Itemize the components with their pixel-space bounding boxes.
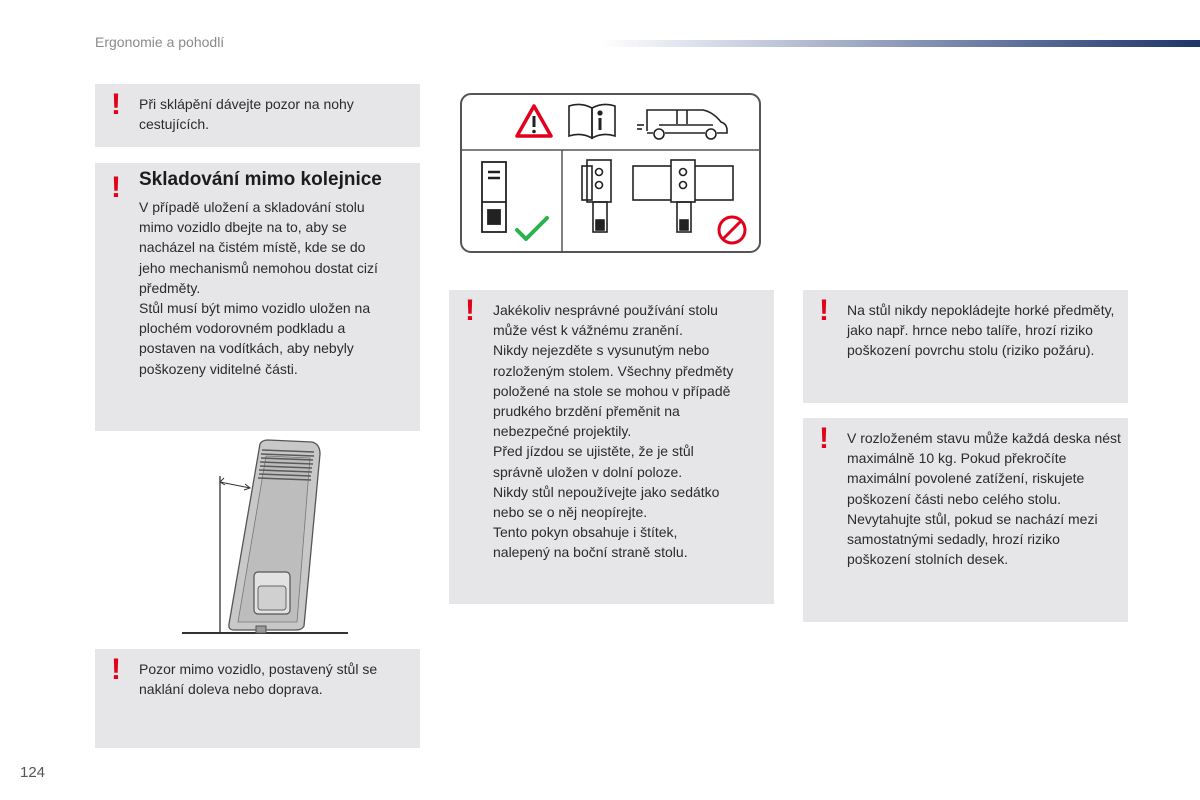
note-feet bbox=[95, 84, 420, 147]
note-misuse-paragraph: Nikdy nejezděte s vysunutým nebo rozloženým stolem. Všechny předměty položené na stole se mohou v případě prudkého brzdění přeměnit na nebezpečné projektily. bbox=[493, 342, 734, 440]
warning-exclamation-icon: ! bbox=[465, 294, 475, 327]
safety-label-illustration bbox=[459, 92, 762, 254]
note-load-paragraph: V rozloženém stavu může každá deska nést maximálně 10 kg. Pokud překročíte maximální povolené zatížení, riskujete poškození části nebo celého stolu. bbox=[847, 430, 1121, 507]
note-load bbox=[803, 418, 1128, 622]
note-misuse-text bbox=[493, 300, 738, 563]
page-header-title: Ergonomie a pohodlí bbox=[95, 34, 225, 50]
note-hot-items bbox=[803, 290, 1128, 403]
note-misuse-paragraph: Před jízdou se ujistěte, že je stůl správně uložen v dolní poloze. bbox=[493, 443, 694, 480]
note-storage bbox=[95, 163, 420, 431]
warning-exclamation-icon: ! bbox=[819, 422, 829, 455]
note-hot-items-text: Na stůl nikdy nepokládejte horké předměty, jako např. hrnce nebo talíře, hrozí riziko poškození povrchu stolu (riziko požáru). bbox=[847, 302, 1115, 359]
warning-exclamation-icon: ! bbox=[111, 88, 121, 121]
note-tilt-text: Pozor mimo vozidlo, postavený stůl se naklání doleva nebo doprava. bbox=[139, 661, 378, 698]
note-misuse-paragraph: Tento pokyn obsahuje i štítek, nalepený na boční straně stolu. bbox=[493, 524, 688, 561]
note-load-paragraph: Nevytahujte stůl, pokud se nachází mezi samostatnými sedadly, hrozí riziko poškození stolních desek. bbox=[847, 510, 1098, 568]
page-number: 124 bbox=[20, 764, 46, 781]
note-tilt bbox=[95, 649, 420, 748]
note-storage-heading: Skladování mimo kolejnice bbox=[139, 169, 382, 190]
warning-exclamation-icon: ! bbox=[111, 653, 121, 686]
note-storage-text bbox=[139, 197, 384, 379]
note-storage-paragraph: Stůl musí být mimo vozidlo uložen na plochém vodorovném podkladu a postaven na vodítkách, aby nebyly poškozeny viditelné části. bbox=[139, 300, 371, 377]
header-gradient-bar bbox=[600, 40, 1200, 47]
note-storage-paragraph: V případě uložení a skladování stolu mimo vozidlo dbejte na to, aby se nacházel na čistém místě, kde se do jeho mechanismů nemohou dostat cizí předměty. bbox=[139, 199, 378, 296]
warning-exclamation-icon: ! bbox=[819, 294, 829, 327]
note-misuse-paragraph: Jakékoliv nesprávné používání stolu může vést k vážnému zranění. bbox=[493, 302, 718, 339]
note-load-text bbox=[847, 428, 1122, 569]
warning-exclamation-icon: ! bbox=[111, 171, 121, 204]
note-misuse-paragraph: Nikdy stůl nepoužívejte jako sedátko nebo se o něj neopírejte. bbox=[493, 483, 720, 521]
tilted-table-illustration bbox=[180, 436, 350, 640]
note-feet-text: Při sklápění dávejte pozor na nohy cestujících. bbox=[139, 96, 354, 133]
note-misuse bbox=[449, 290, 774, 604]
